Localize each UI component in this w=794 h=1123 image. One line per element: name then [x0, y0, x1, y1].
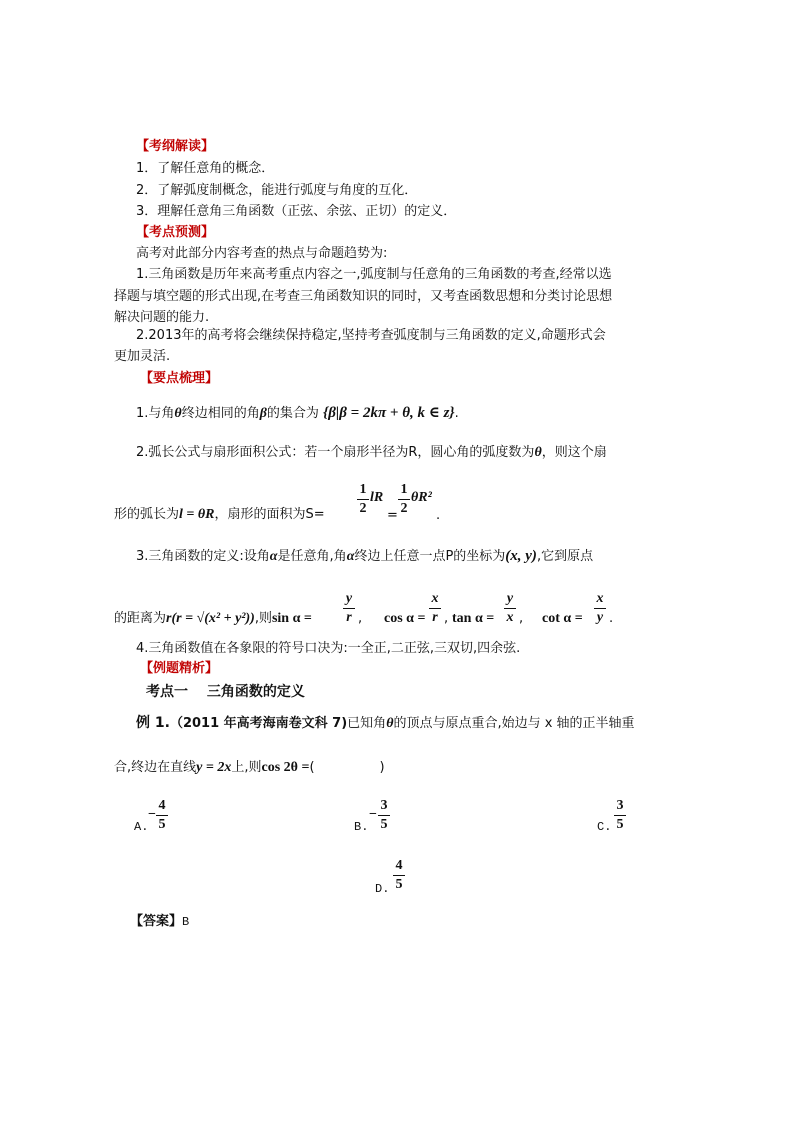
- yaodian-item-4: 4.三角函数值在各象限的符号口决为:一全正,二正弦,三双切,四余弦.: [136, 641, 521, 656]
- section-heading-kaogang: 【考纲解读】: [136, 139, 215, 154]
- period: .: [609, 611, 614, 626]
- fraction-numerator: x: [596, 591, 604, 606]
- fraction-denominator: x: [506, 610, 514, 625]
- example-1-line1: [136, 714, 635, 733]
- tan-label: tan α =: [452, 611, 495, 626]
- example-line2-pre: 合,终边在直线: [114, 760, 197, 775]
- angle-set-expression: {β|β = 2kπ + θ, k ∈ z}: [323, 405, 455, 421]
- yaodian-item-1: [136, 404, 459, 423]
- fraction-bar: [398, 499, 410, 500]
- alpha-symbol: α: [269, 549, 278, 564]
- fraction-bar: [429, 608, 441, 609]
- then-text: ,则: [254, 611, 272, 626]
- yaodian-p1-post: 的集合为: [266, 406, 319, 421]
- fraction-numerator: y: [345, 591, 353, 606]
- option-letter: A.: [134, 820, 149, 834]
- yaodian-p3-line2-pre: 的距离为: [114, 611, 167, 626]
- fraction-denominator: 5: [616, 817, 624, 832]
- cot-fraction: [594, 591, 606, 626]
- fraction-denominator: 5: [395, 877, 403, 892]
- fraction-half-1: [357, 482, 369, 517]
- point-coordinates: (x, y): [505, 548, 537, 564]
- yuce-p1-line2: 择题与填空题的形式出现,在考查三角函数知识的同时，又考查函数思想和分类讨论思想: [114, 289, 613, 304]
- yuce-p1-line3: 解决问题的能力.: [114, 310, 210, 325]
- yuce-p1-line1: 1.三角函数是历年来高考重点内容之一,弧度制与任意角的三角函数的考查,经常以选: [136, 267, 612, 282]
- fraction-denominator: r: [432, 610, 438, 625]
- fraction-numerator: 4: [395, 858, 403, 873]
- fraction-numerator: 1: [359, 482, 367, 497]
- yuce-p2-line1: 2.2013年的高考将会继续保持稳定,坚持考查弧度制与三角函数的定义,命题形式会: [136, 328, 606, 343]
- cos-fraction: [429, 591, 441, 626]
- yaodian-p3-mid2: 终边上任意一点P的坐标为: [354, 549, 506, 564]
- yaodian-item-2-line2: [114, 506, 325, 524]
- example-source: （2011 年高考海南卷文科 7): [169, 716, 348, 731]
- period: .: [436, 508, 441, 523]
- cos-label: cos α =: [384, 611, 426, 626]
- section-heading-yaodian: 【要点梳理】: [140, 371, 219, 386]
- kaodian-title: 考点一 三角函数的定义: [146, 684, 305, 700]
- example-text-post: 的顶点与原点重合,始边与 x 轴的正半轴重: [393, 716, 635, 731]
- fraction-numerator: x: [431, 591, 439, 606]
- yaodian-p2-text: 2.弧长公式与扇形面积公式：若一个扇形半径为R，圆心角的弧度数为: [136, 445, 535, 460]
- option-fraction: [156, 798, 168, 833]
- fraction-bar: [357, 499, 369, 500]
- fraction-numerator: y: [506, 591, 514, 606]
- area-term-thetar2: θR²: [411, 490, 432, 505]
- fraction-bar: [393, 875, 405, 876]
- yaodian-p2-post: ，则这个扇: [541, 445, 607, 460]
- fraction-bar: [614, 815, 626, 816]
- fraction-denominator: 2: [400, 501, 408, 516]
- fraction-bar: [378, 815, 390, 816]
- kaogang-item-3: 3．理解任意角三角函数（正弦、余弦、正切）的定义．: [136, 204, 457, 219]
- minus-sign: −: [369, 807, 377, 822]
- kaogang-item-1: 1．了解任意角的概念．: [136, 161, 275, 176]
- kaogang-item-2: 2．了解弧度制概念，能进行弧度与角度的互化．: [136, 183, 418, 198]
- fraction-denominator: 2: [359, 501, 367, 516]
- yaodian-p2-line2-mid: ，扇形的面积为S=: [214, 507, 325, 522]
- comma: ,: [358, 611, 363, 626]
- fraction-bar: [594, 608, 606, 609]
- option-fraction: [393, 858, 405, 893]
- yaodian-p3-mid1: 是任意角,角: [277, 549, 347, 564]
- alpha-symbol: α: [346, 549, 355, 564]
- fraction-denominator: 5: [158, 817, 166, 832]
- yaodian-p3-post: ,它到原点: [536, 549, 594, 564]
- fraction-numerator: 3: [380, 798, 388, 813]
- section-heading-yuce: 【考点预测】: [136, 225, 215, 240]
- yuce-intro: 高考对此部分内容考查的热点与命题趋势为:: [136, 246, 388, 261]
- yaodian-item-3-line1: [136, 547, 593, 566]
- option-letter: B.: [354, 820, 369, 834]
- answer-value: B: [182, 915, 190, 929]
- sin-label: sin α =: [271, 611, 312, 626]
- fraction-bar: [343, 608, 355, 609]
- cot-label: cot α =: [542, 611, 583, 626]
- theta-symbol: θ: [174, 406, 182, 421]
- answer-paren: ( ): [309, 760, 385, 775]
- section-heading-liti: 【例题精析】: [140, 661, 219, 676]
- fraction-numerator: 4: [158, 798, 166, 813]
- option-letter: D.: [375, 882, 390, 896]
- fraction-numerator: 3: [616, 798, 624, 813]
- fraction-denominator: 5: [380, 817, 388, 832]
- cos2theta-expression: cos 2θ =: [261, 760, 310, 775]
- example-line2-mid: 上,则: [231, 760, 262, 775]
- answer-label: 【答案】: [130, 914, 183, 929]
- fraction-half-2: [398, 482, 410, 517]
- yaodian-p2-line2-pre: 形的弧长为: [114, 507, 180, 522]
- yaodian-p3-pre: 3.三角函数的定义:设角: [136, 549, 270, 564]
- yaodian-item-3-line2: [114, 610, 312, 628]
- fraction-numerator: 1: [400, 482, 408, 497]
- period: .: [454, 406, 459, 421]
- theta-symbol: θ: [534, 445, 542, 460]
- fraction-bar: [156, 815, 168, 816]
- arc-length-expression: l = θR: [179, 507, 215, 522]
- line-expression: y = 2x: [196, 760, 232, 775]
- beta-symbol: β: [259, 406, 267, 421]
- area-term-lr: lR: [370, 490, 384, 505]
- fraction-bar: [504, 608, 516, 609]
- option-letter: C.: [597, 820, 612, 834]
- comma: ,: [519, 611, 524, 626]
- answer-line: [130, 913, 189, 931]
- sin-fraction: [343, 591, 355, 626]
- comma: ,: [444, 611, 449, 626]
- tan-fraction: [504, 591, 516, 626]
- equals-sign: =: [387, 508, 398, 523]
- fraction-denominator: r: [346, 610, 352, 625]
- example-1-line2: [114, 759, 385, 777]
- yuce-p2-line2: 更加灵活.: [114, 349, 171, 364]
- example-text-mid: 已知角: [347, 716, 387, 731]
- example-label: 例 1.: [136, 715, 170, 731]
- yaodian-p1-pre: 1.与角: [136, 406, 175, 421]
- fraction-denominator: y: [596, 610, 604, 625]
- option-fraction: [614, 798, 626, 833]
- option-fraction: [378, 798, 390, 833]
- yaodian-item-2-line1: [136, 444, 607, 462]
- distance-expression: r(r = √(x² + y²)): [166, 611, 255, 626]
- yaodian-p1-mid: 终边相同的角: [181, 406, 260, 421]
- minus-sign: −: [148, 807, 156, 822]
- theta-symbol: θ: [386, 716, 394, 731]
